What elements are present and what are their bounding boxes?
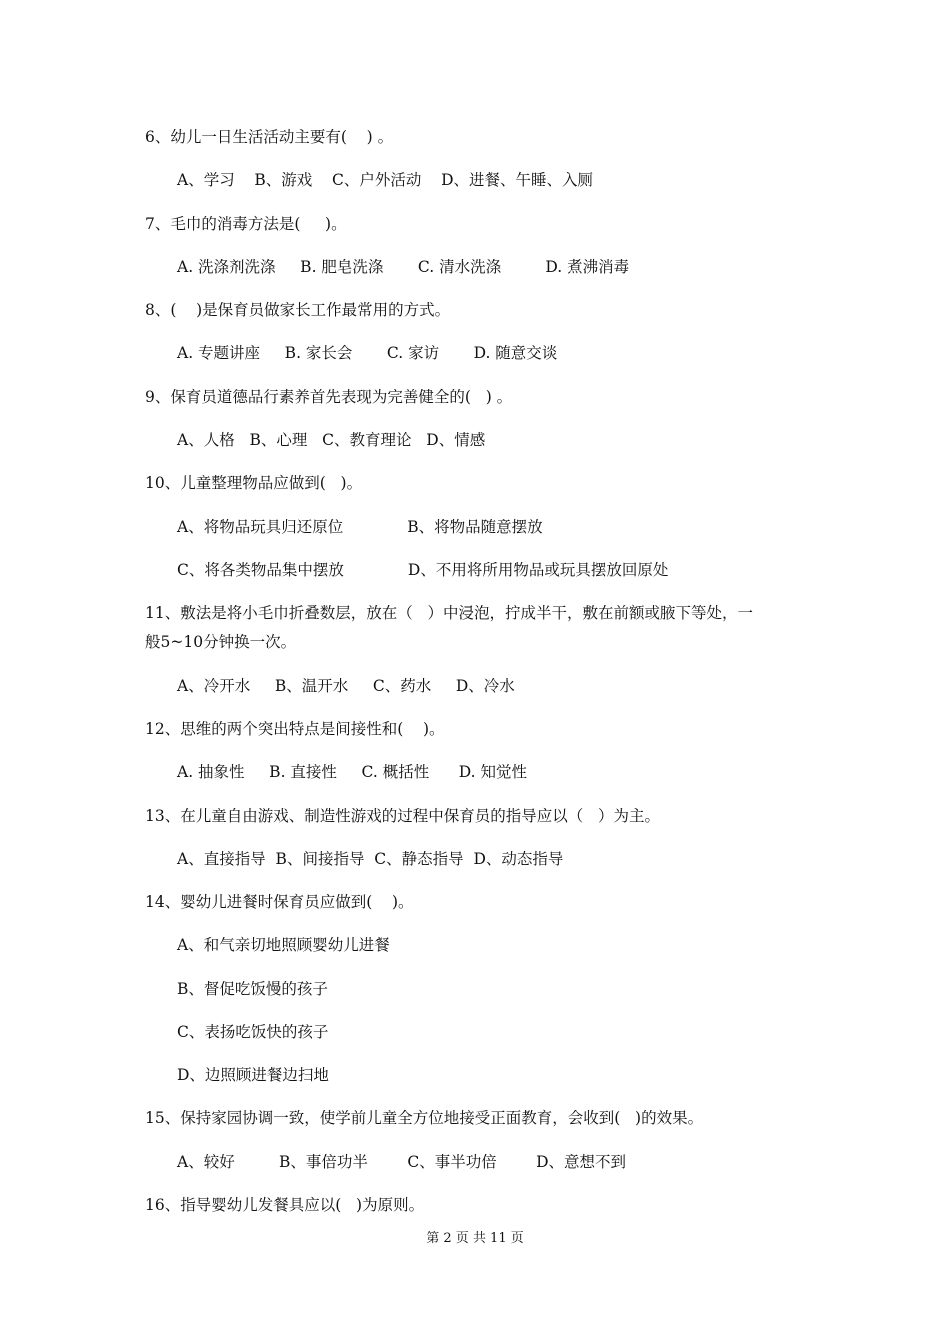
options-13: A、直接指导 B、间接指导 C、静态指导 D、动态指导	[177, 850, 564, 868]
question-13: 13、在儿童自由游戏、制造性游戏的过程中保育员的指导应以（ ）为主。	[145, 807, 661, 825]
question-9: 9、保育员道德品行素养首先表现为完善健全的( ) 。	[145, 388, 513, 406]
options-14-d: D、边照顾进餐边扫地	[177, 1066, 329, 1084]
options-11: A、冷开水 B、温开水 C、药水 D、冷水	[177, 677, 515, 695]
question-11-cont: 般5~10分钟换一次。	[145, 633, 297, 651]
question-8: 8、( )是保育员做家长工作最常用的方式。	[145, 301, 451, 319]
question-15: 15、保持家园协调一致，使学前儿童全方位地接受正面教育，会收到( )的效果。	[145, 1109, 704, 1127]
options-6: A、学习 B、游戏 C、户外活动 D、进餐、午睡、入厕	[177, 171, 593, 189]
options-9: A、人格 B、心理 C、教育理论 D、情感	[177, 431, 486, 449]
page-footer: 第 2 页 共 11 页	[426, 1231, 524, 1246]
question-12: 12、思维的两个突出特点是间接性和( )。	[145, 720, 445, 738]
options-14-a: A、和气亲切地照顾婴幼儿进餐	[177, 936, 390, 954]
question-11: 11、敷法是将小毛巾折叠数层，放在（ ）中浸泡，拧成半干，敷在前额或腋下等处，一	[145, 604, 754, 622]
options-14-b: B、督促吃饭慢的孩子	[177, 980, 328, 998]
question-6: 6、幼儿一日生活活动主要有( ) 。	[145, 128, 394, 146]
options-12: A. 抽象性 B. 直接性 C. 概括性 D. 知觉性	[177, 763, 528, 781]
options-15: A、较好 B、事倍功半 C、事半功倍 D、意想不到	[177, 1153, 627, 1171]
question-7: 7、毛巾的消毒方法是( )。	[145, 215, 347, 233]
options-10-row1: A、将物品玩具归还原位 B、将物品随意摆放	[177, 518, 543, 536]
options-14-c: C、表扬吃饭快的孩子	[177, 1023, 329, 1041]
question-10: 10、儿童整理物品应做到( )。	[145, 474, 363, 492]
options-10-row2: C、将各类物品集中摆放 D、不用将所用物品或玩具摆放回原处	[177, 561, 669, 579]
options-8: A. 专题讲座 B. 家长会 C. 家访 D. 随意交谈	[177, 344, 558, 362]
question-16: 16、指导婴幼儿发餐具应以( )为原则。	[145, 1196, 425, 1214]
options-7: A. 洗涤剂洗涤 B. 肥皂洗涤 C. 清水洗涤 D. 煮沸消毒	[177, 258, 630, 276]
question-14: 14、婴幼儿进餐时保育员应做到( )。	[145, 893, 414, 911]
